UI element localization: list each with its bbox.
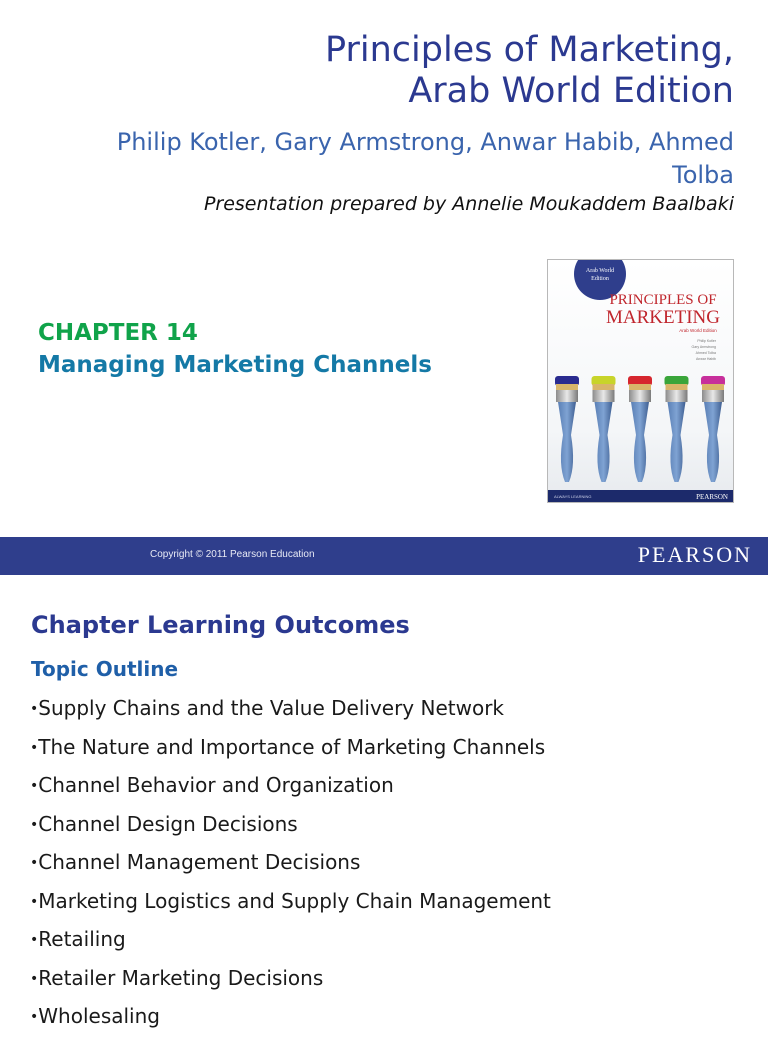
pearson-logo: PEARSON [637,542,752,567]
list-item [30,966,551,1005]
cover-title-line1: PRINCIPLES OF [609,292,717,308]
footer-bar [0,537,768,575]
cover-author: Ahmed Tolba [695,351,716,355]
bullet-icon: • [30,932,39,948]
chapter-title: Managing Marketing Channels [38,352,432,378]
outcomes-title: Chapter Learning Outcomes [31,611,410,639]
topic-text: Retailer Marketing Decisions [38,965,324,990]
list-item [30,927,551,966]
list-item [30,1004,551,1043]
bullet-icon: • [30,701,39,717]
chapter-number: CHAPTER 14 [38,320,198,346]
bullet-icon: • [30,893,39,910]
book-title-line1: Principles of Marketing, [324,30,734,70]
bullet-icon: • [30,855,39,871]
bullet-icon: • [30,816,39,833]
list-item [30,696,551,735]
book-authors [34,126,734,192]
topic-list [30,696,551,1043]
topic-text: Channel Design Decisions [38,811,298,836]
cover-footer-left: ALWAYS LEARNING [554,494,592,499]
cover-title-line2: MARKETING [606,307,720,328]
book-cover-image [547,259,734,503]
book-title-line2: Arab World Edition [408,71,734,111]
topic-text: Channel Management Decisions [38,850,361,874]
cover-footer-right: PEARSON [696,493,728,501]
cover-author: Gary Armstrong [691,345,716,349]
copyright-text: Copyright © 2011 Pearson Education [150,549,315,560]
prepared-by: Presentation prepared by Annelie Moukaddem Baalbaki [203,193,734,215]
list-item [30,735,551,774]
topic-text: The Nature and Importance of Marketing Channels [38,734,546,759]
topic-text: Wholesaling [38,1004,160,1028]
list-item [30,850,551,889]
list-item [30,773,551,812]
list-item [30,812,551,851]
book-title [94,30,734,112]
bullet-icon: • [30,970,39,987]
topic-text: Retailing [38,927,126,951]
bullet-icon: • [30,739,39,756]
list-item [30,889,551,928]
topic-outline-heading: Topic Outline [31,657,179,681]
outline-slide [0,575,768,1028]
authors-line2: Tolba [672,161,734,189]
cover-subtitle: Arab World Edition [679,328,717,333]
cover-author: Philip Kotler [697,339,716,343]
bullet-icon: • [30,1009,39,1025]
badge-line1: Arab World [585,268,615,274]
badge-line2: Edition [591,276,609,282]
cover-author: Anwar Habib [695,357,716,361]
authors-line1: Philip Kotler, Gary Armstrong, Anwar Habib, Ahmed [116,128,734,156]
topic-text: Channel Behavior and Organization [38,773,394,797]
bullet-icon: • [30,778,39,794]
topic-text: Supply Chains and the Value Delivery Network [38,696,505,720]
topic-text: Marketing Logistics and Supply Chain Management [38,888,551,913]
